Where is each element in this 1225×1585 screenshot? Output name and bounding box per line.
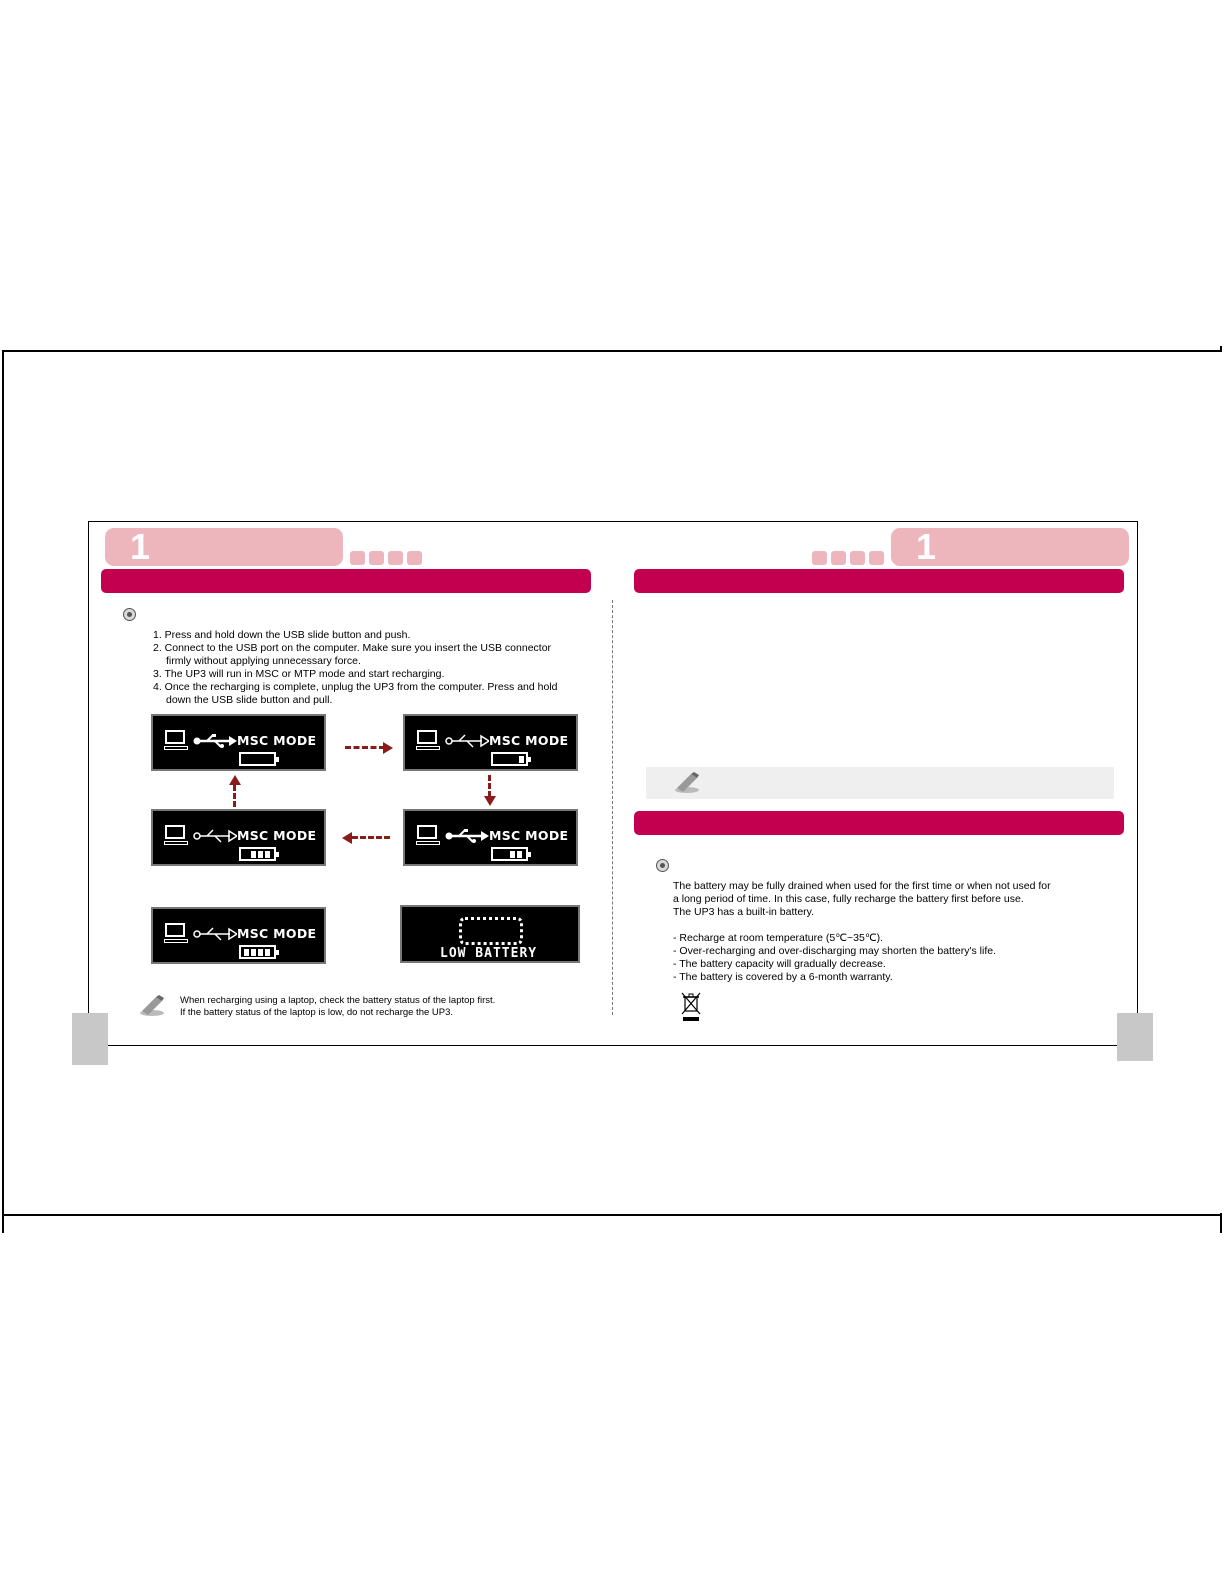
precaution-item: - Over-recharging and over-discharging may shorten the battery's life. <box>673 945 996 957</box>
chapter-tab-left <box>105 528 343 566</box>
battery-icon <box>491 752 528 766</box>
precaution-list <box>673 932 996 984</box>
lcd-screen <box>403 809 578 866</box>
note-line: When recharging using a laptop, check the battery status of the laptop first. <box>180 995 496 1006</box>
computer-icon <box>417 730 437 744</box>
note-pencil-icon <box>138 995 168 1017</box>
usb-icon <box>445 829 489 843</box>
arrow-right-head <box>383 742 393 754</box>
section-bar-battery <box>634 811 1124 835</box>
progress-square <box>407 551 422 565</box>
progress-square <box>831 551 846 565</box>
arrow-left <box>352 836 390 842</box>
low-battery-label: LOW BATTERY <box>440 946 538 961</box>
battery-icon <box>491 847 528 861</box>
battery-icon <box>239 945 276 959</box>
mode-label: MSC MODE <box>237 733 317 748</box>
computer-icon <box>165 825 185 839</box>
arrow-up <box>233 785 236 807</box>
arrow-up-head <box>229 775 241 785</box>
weee-bin-icon <box>680 992 702 1022</box>
lcd-screen <box>151 907 326 964</box>
note-line: If the battery status of the laptop is low, do not recharge the UP3. <box>180 1007 454 1018</box>
precaution-item: - Recharge at room temperature (5℃~35℃). <box>673 932 884 944</box>
usb-outline-icon <box>445 734 489 748</box>
empty-battery-icon <box>459 917 523 945</box>
step-line: 1. Press and hold down the USB slide button and push. <box>153 629 411 641</box>
side-tab-left <box>72 1013 108 1065</box>
computer-icon <box>165 730 185 744</box>
step-line: down the USB slide button and pull. <box>166 694 333 706</box>
arrow-left-head <box>342 832 352 844</box>
note-box <box>646 767 1114 799</box>
note-text <box>180 995 495 1019</box>
computer-icon <box>417 825 437 839</box>
bullet-icon <box>656 859 669 872</box>
progress-square <box>812 551 827 565</box>
steps-list <box>153 629 557 707</box>
page-divider <box>612 600 613 1015</box>
mode-label: MSC MODE <box>489 733 569 748</box>
side-tab-right <box>1117 1013 1153 1061</box>
crop-mark <box>1220 1213 1222 1233</box>
step-line: firmly without applying unnecessary force. <box>166 655 361 667</box>
progress-square <box>369 551 384 565</box>
progress-square <box>869 551 884 565</box>
low-battery-screen <box>400 905 580 963</box>
battery-line: The battery may be fully drained when used for the first time or when not used for <box>673 880 1051 892</box>
arrow-right <box>345 746 385 752</box>
chapter-tab-right <box>891 528 1129 566</box>
lcd-screen <box>151 809 326 866</box>
mode-label: MSC MODE <box>237 926 317 941</box>
arrow-down-head <box>484 796 496 806</box>
bullet-icon <box>123 608 136 621</box>
lcd-screen <box>151 714 326 771</box>
usb-outline-icon <box>193 927 237 941</box>
mode-label: MSC MODE <box>237 828 317 843</box>
battery-icon <box>239 847 276 861</box>
precaution-item: - The battery capacity will gradually decrease. <box>673 958 886 970</box>
chapter-number: 1 <box>916 526 937 567</box>
lcd-screen <box>403 714 578 771</box>
chapter-number: 1 <box>130 526 151 567</box>
step-line: 2. Connect to the USB port on the computer. Make sure you insert the USB connector <box>153 642 552 654</box>
crop-mark <box>1220 346 1222 352</box>
crop-mark <box>2 1213 4 1233</box>
step-line: 3. The UP3 will run in MSC or MTP mode and start recharging. <box>153 668 445 680</box>
battery-line: a long period of time. In this case, fully recharge the battery first before use. <box>673 893 1024 905</box>
usb-outline-icon <box>193 829 237 843</box>
battery-line: The UP3 has a built-in battery. <box>673 906 815 918</box>
arrow-down <box>488 775 491 797</box>
mode-label: MSC MODE <box>489 828 569 843</box>
section-bar-left <box>101 569 591 593</box>
progress-square <box>350 551 365 565</box>
computer-icon <box>165 923 185 937</box>
battery-info <box>673 880 1051 919</box>
section-bar-right <box>634 569 1124 593</box>
progress-square <box>388 551 403 565</box>
usb-icon <box>193 734 237 748</box>
note-pencil-icon <box>673 772 703 794</box>
precaution-item: - The battery is covered by a 6-month warranty. <box>673 971 893 983</box>
step-line: 4. Once the recharging is complete, unplug the UP3 from the computer. Press and hold <box>153 681 558 693</box>
battery-icon <box>239 752 276 766</box>
progress-square <box>850 551 865 565</box>
